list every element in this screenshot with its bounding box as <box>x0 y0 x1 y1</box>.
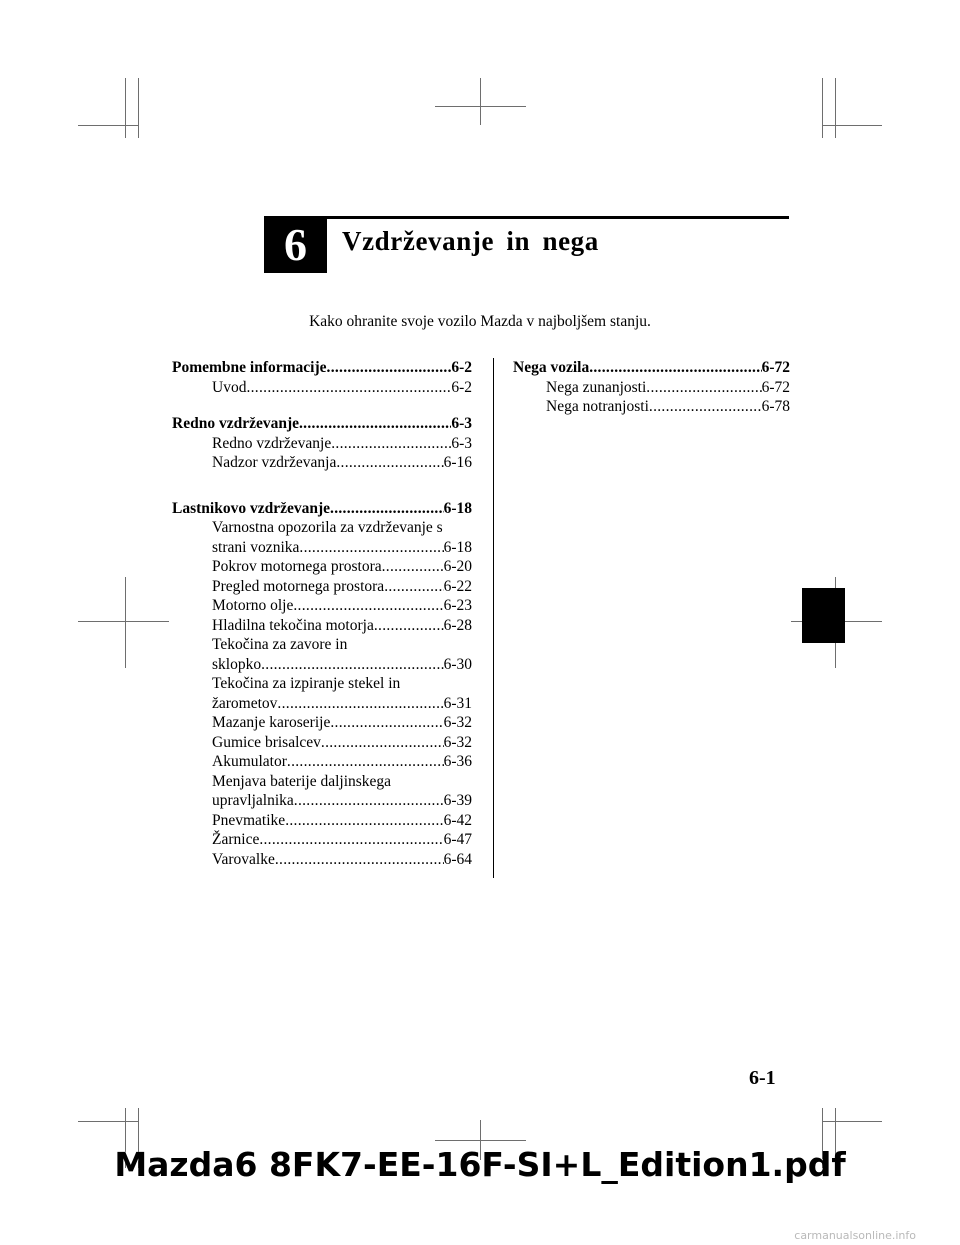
chapter-number: 6 <box>284 219 307 270</box>
toc-section-redno-vzdrzevanje[interactable]: Redno vzdrževanje ..... 6-3 <box>172 414 472 434</box>
crop-mark-top-right-h <box>822 125 882 126</box>
toc-item-tekocina-za-zavore[interactable]: sklopko ..... 6-30 <box>172 655 472 675</box>
toc-item-pnevmatike[interactable]: Pnevmatike ..... 6-42 <box>172 811 472 831</box>
toc-item-nega-zunanjosti[interactable]: Nega zunanjosti ..... 6-72 <box>513 378 790 398</box>
crop-mark-top-center-v <box>480 78 481 125</box>
toc-item-varnostna-opozorila[interactable]: strani voznika ..... 6-18 <box>172 538 472 558</box>
toc-section-pomembne-informacije[interactable]: Pomembne informacije ..... 6-2 <box>172 358 472 378</box>
column-divider <box>493 358 494 878</box>
toc-item-redno-vzdrzevanje[interactable]: Redno vzdrževanje ..... 6-3 <box>172 434 472 454</box>
chapter-thumb-tab <box>802 588 845 643</box>
toc-right-column <box>513 358 790 417</box>
toc-item-varnostna-opozorila-line1: Varnostna opozorila za vzdrževanje s <box>212 519 443 536</box>
crop-mark-top-left-v <box>125 78 126 138</box>
toc-item-nadzor-vzdrzevanja[interactable]: Nadzor vzdrževanja ..... 6-16 <box>172 453 472 473</box>
toc-item-pregled-motornega-prostora[interactable]: Pregled motornega prostora ..... 6-22 <box>172 577 472 597</box>
toc-item-varovalke[interactable]: Varovalke ..... 6-64 <box>172 850 472 870</box>
toc-item-menjava-baterije[interactable]: upravljalnika ..... 6-39 <box>172 791 472 811</box>
crop-mark-bottom-left-h <box>78 1121 138 1122</box>
toc-item-menjava-baterije-line1: Menjava baterije daljinskega <box>212 772 392 790</box>
toc-item-mazanje-karoserije[interactable]: Mazanje karoserije ..... 6-32 <box>172 713 472 733</box>
toc-item-uvod[interactable]: Uvod ..... 6-2 <box>172 378 472 398</box>
crop-mark-top-right-v <box>822 78 823 138</box>
crop-mark-mid-left-h <box>78 621 169 622</box>
toc-left-column <box>172 358 472 869</box>
toc-item-gumice-brisalcev[interactable]: Gumice brisalcev ..... 6-32 <box>172 733 472 753</box>
crop-mark-top-left-h <box>78 125 138 126</box>
footer-filename: Mazda6 8FK7-EE-16F-SI+L_Edition1.pdf <box>114 1145 846 1184</box>
toc-item-motorno-olje[interactable]: Motorno olje ..... 6-23 <box>172 596 472 616</box>
chapter-intro: Kako ohranite svoje vozilo Mazda v najboljšem stanju. <box>309 313 651 330</box>
toc-item-hladilna-tekocina[interactable]: Hladilna tekočina motorja ..... 6-28 <box>172 616 472 636</box>
chapter-rule <box>327 216 789 219</box>
toc-item-zarnice[interactable]: Žarnice ..... 6-47 <box>172 830 472 850</box>
crop-mark-mid-left-v <box>125 577 126 668</box>
toc-item-akumulator[interactable]: Akumulator ..... 6-36 <box>172 752 472 772</box>
toc-section-lastnikovo-vzdrzevanje[interactable]: Lastnikovo vzdrževanje ..... 6-18 <box>172 499 472 519</box>
watermark: carmanualsonline.info <box>794 1229 916 1242</box>
toc-item-tekocina-za-zavore-line1: Tekočina za zavore in <box>212 636 348 653</box>
toc-item-nega-notranjosti[interactable]: Nega notranjosti ..... 6-78 <box>513 397 790 417</box>
chapter-number-box <box>264 216 327 273</box>
toc-item-tekocina-za-izpiranje-line1: Tekočina za izpiranje stekel in <box>212 675 401 692</box>
crop-mark-bottom-right-h <box>822 1121 882 1122</box>
toc-item-tekocina-za-izpiranje[interactable]: žarometov ..... 6-31 <box>172 694 472 714</box>
crop-mark-top-left-v2 <box>138 78 139 138</box>
toc-section-nega-vozila[interactable]: Nega vozila ..... 6-72 <box>513 358 790 378</box>
chapter-title: Vzdrževanje in nega <box>342 226 599 256</box>
crop-mark-top-right-v2 <box>835 78 836 138</box>
page-number: 6-1 <box>749 1067 776 1089</box>
toc-item-pokrov-motornega-prostora[interactable]: Pokrov motornega prostora ..... 6-20 <box>172 557 472 577</box>
